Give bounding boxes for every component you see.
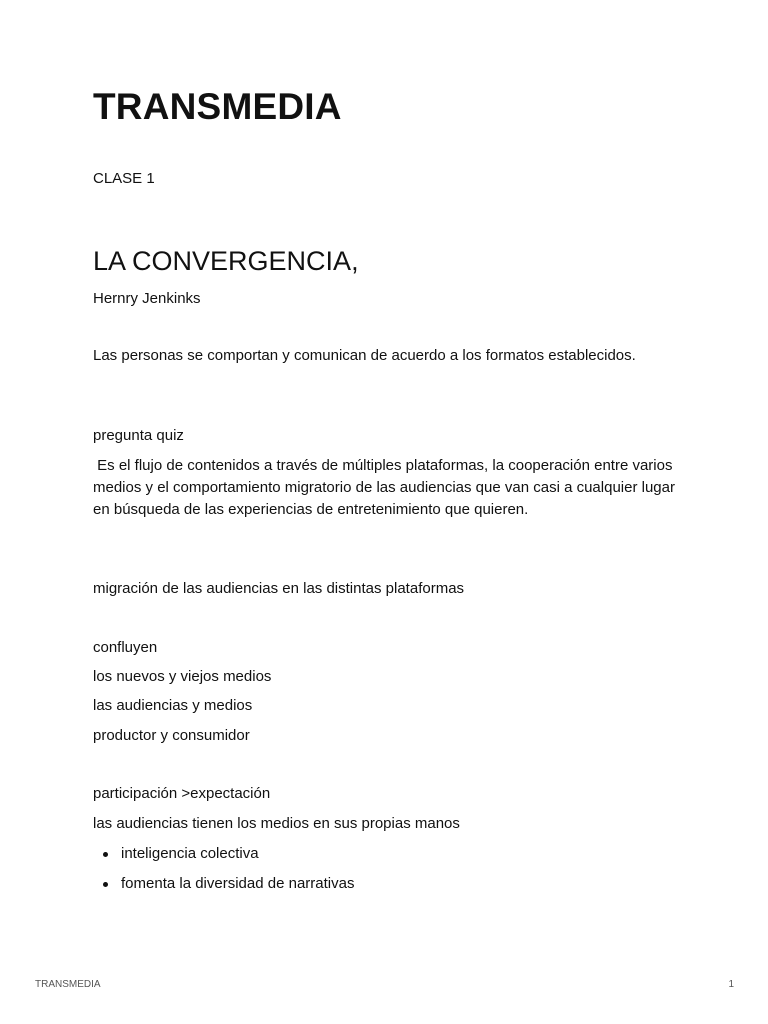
- document-subtitle: CLASE 1: [93, 170, 155, 187]
- paragraph: productor y consumidor: [93, 727, 250, 744]
- paragraph: migración de las audiencias en las distintas plataformas: [93, 580, 465, 597]
- bullet-list: [93, 843, 354, 903]
- footer-title: TRANSMEDIA: [35, 979, 101, 990]
- bullet-text: inteligencia colectiva: [121, 845, 259, 862]
- paragraph: pregunta quiz: [93, 427, 184, 444]
- bullet-dot-icon: [103, 852, 108, 857]
- bullet-item: [93, 843, 354, 865]
- paragraph: participación >expectación: [93, 785, 271, 802]
- document-title: TRANSMEDIA: [93, 86, 342, 127]
- author-line: Hernry Jenkinks: [93, 290, 201, 307]
- paragraph: las audiencias y medios: [93, 697, 253, 714]
- section-heading: LA CONVERGENCIA,: [93, 246, 359, 276]
- paragraph: las audiencias tienen los medios en sus propias manos: [93, 815, 460, 832]
- bullet-dot-icon: [103, 882, 108, 887]
- bullet-item: [93, 873, 354, 895]
- bullet-text: fomenta la diversidad de narrativas: [121, 875, 355, 892]
- paragraph: los nuevos y viejos medios: [93, 668, 272, 685]
- paragraph: confluyen: [93, 639, 158, 656]
- paragraph: Las personas se comportan y comunican de acuerdo a los formatos establecidos.: [93, 347, 636, 364]
- footer-page-number: 1: [728, 979, 734, 990]
- paragraph: Es el flujo de contenidos a través de múltiples plataformas, la cooperación entre varios medios y el comportamiento migratorio de las audiencias que van casi a cualquier lugar en búsqueda de las experiencias de entretenimiento que quieren.: [93, 457, 680, 518]
